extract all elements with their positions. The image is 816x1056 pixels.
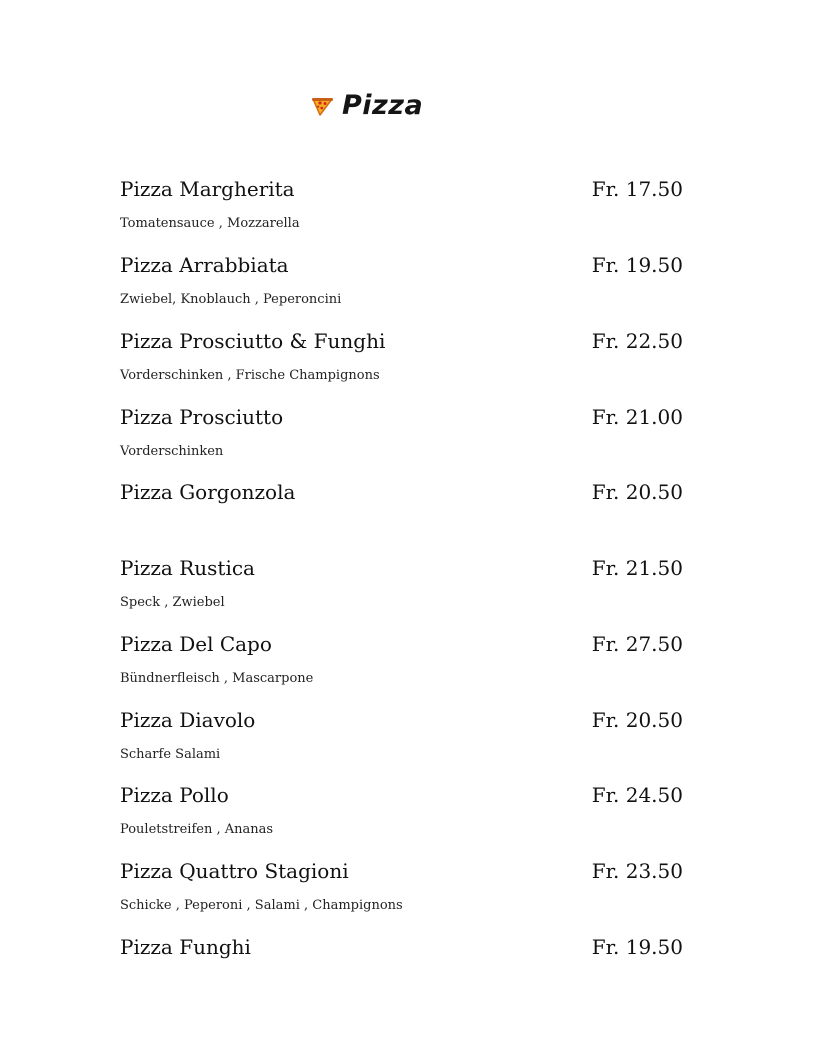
menu-item-price: Fr. 21.00 [591, 405, 683, 429]
menu-item-row [120, 553, 683, 583]
menu-item-name: Pizza Arrabbiata [120, 253, 289, 277]
menu-item-price: Fr. 17.50 [591, 177, 683, 201]
menu-item-row [120, 477, 683, 507]
menu-item-price: Fr. 19.50 [591, 253, 683, 277]
menu-item-price: Fr. 19.50 [591, 935, 683, 959]
menu-item-price: Fr. 23.50 [591, 859, 683, 883]
menu-item-description: Schicke , Peperoni , Salami , Champignons [120, 898, 403, 913]
menu-item-row [120, 250, 683, 280]
pizza-slice-icon [310, 94, 334, 118]
menu-item-price: Fr. 20.50 [591, 708, 683, 732]
menu-item-name: Pizza Rustica [120, 556, 255, 580]
menu-item-name: Pizza Prosciutto [120, 405, 284, 429]
menu-item-price: Fr. 27.50 [591, 632, 683, 656]
menu-item [120, 553, 683, 610]
menu-item-name: Pizza Diavolo [120, 708, 256, 732]
menu-item-row [120, 780, 683, 810]
menu-item-row [120, 932, 683, 962]
menu-item-row [120, 705, 683, 735]
menu-item-row [120, 174, 683, 204]
menu-item [120, 932, 683, 962]
menu-item-row [120, 856, 683, 886]
menu-item [120, 477, 683, 507]
menu-item-price: Fr. 21.50 [591, 556, 683, 580]
menu-item [120, 402, 683, 459]
menu-item [120, 780, 683, 837]
menu-item-name: Pizza Quattro Stagioni [120, 859, 349, 883]
menu-item [120, 250, 683, 307]
menu-item-name: Pizza Pollo [120, 783, 229, 807]
menu-heading [310, 92, 423, 119]
menu-item-name: Pizza Margherita [120, 177, 295, 201]
menu-item-description: Tomatensauce , Mozzarella [120, 216, 300, 231]
page-title: Pizza [342, 90, 424, 121]
menu-item-description: Zwiebel, Knoblauch , Peperoncini [120, 292, 342, 307]
menu-item-description: Scharfe Salami [120, 747, 221, 762]
menu-item-description: Speck , Zwiebel [120, 595, 225, 610]
menu-item-price: Fr. 24.50 [591, 783, 683, 807]
menu-item-name: Pizza Gorgonzola [120, 480, 296, 504]
menu-item-description: Vorderschinken [120, 444, 224, 459]
menu-item [120, 326, 683, 383]
menu-item [120, 705, 683, 762]
menu-item-row [120, 629, 683, 659]
menu-item-row [120, 326, 683, 356]
menu-item-name: Pizza Prosciutto & Funghi [120, 329, 386, 353]
menu-item [120, 174, 683, 231]
menu-item [120, 629, 683, 686]
menu-item-name: Pizza Funghi [120, 935, 251, 959]
menu-item-price: Fr. 20.50 [591, 480, 683, 504]
menu-item [120, 856, 683, 913]
menu-item-description: Bündnerfleisch , Mascarpone [120, 671, 314, 686]
menu-item-name: Pizza Del Capo [120, 632, 272, 656]
menu-item-row [120, 402, 683, 432]
menu-item-price: Fr. 22.50 [591, 329, 683, 353]
menu-item-description: Pouletstreifen , Ananas [120, 822, 274, 837]
menu-item-description: Vorderschinken , Frische Champignons [120, 368, 380, 383]
